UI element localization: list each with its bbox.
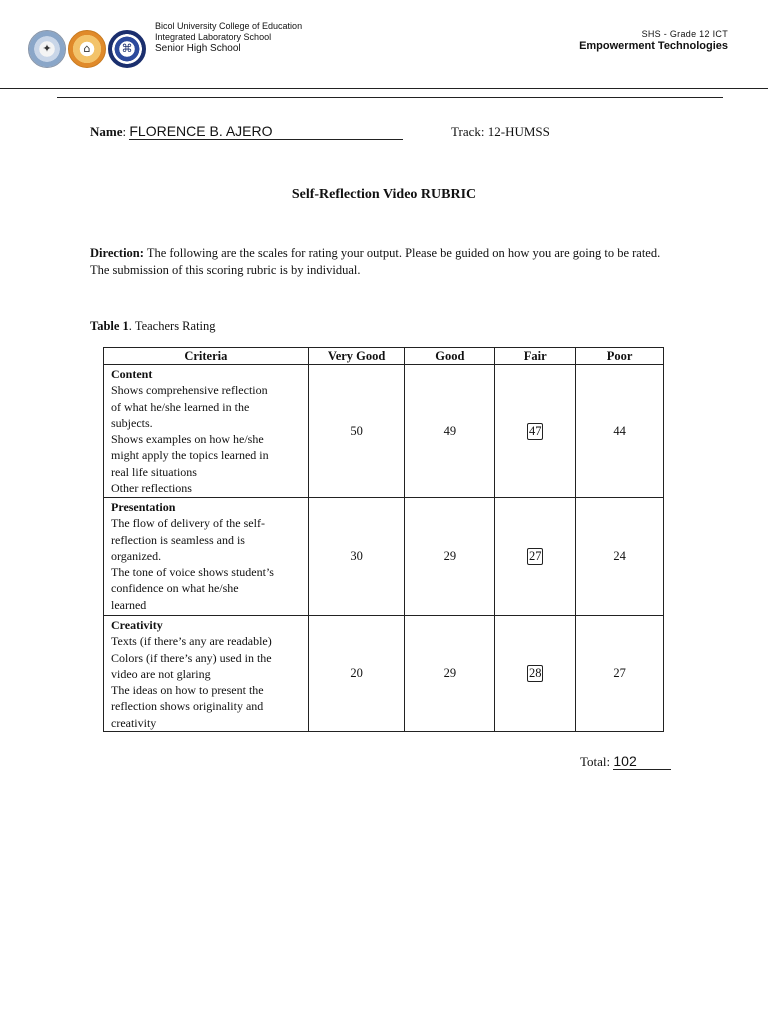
direction-label: Direction: bbox=[90, 246, 144, 260]
total-label: Total: bbox=[580, 754, 611, 769]
track-field: 12-HUMSS bbox=[487, 124, 550, 139]
header-very-good: Very Good bbox=[308, 348, 405, 365]
school-logo-icon: ⌘ bbox=[108, 30, 146, 68]
table-row bbox=[104, 498, 664, 616]
table-caption-text: . Teachers Rating bbox=[128, 319, 216, 333]
grade-label: SHS - Grade 12 ICT bbox=[641, 29, 728, 39]
direction-text: The following are the scales for rating your output. Please be guided on how you are going to be rated. The submission of this scoring rubric is by individual. bbox=[90, 246, 661, 277]
score-poor: 44 bbox=[576, 365, 664, 498]
score-good: 49 bbox=[405, 365, 495, 498]
score-very-good: 50 bbox=[308, 365, 405, 498]
criteria-line: subjects. bbox=[111, 415, 153, 430]
subject-label: Empowerment Technologies bbox=[579, 40, 728, 52]
score-good: 29 bbox=[405, 498, 495, 616]
score-good: 29 bbox=[405, 616, 495, 732]
criteria-line: The flow of delivery of the self- bbox=[111, 516, 265, 531]
school-line-3: Senior High School bbox=[155, 43, 241, 54]
logo-group bbox=[28, 30, 148, 74]
score-poor: 27 bbox=[576, 616, 664, 732]
criteria-line: might apply the topics learned in bbox=[111, 448, 269, 463]
criteria-line: Colors (if there’s any) used in the bbox=[111, 650, 272, 665]
score-fair-selected: 27 bbox=[528, 549, 542, 563]
college-logo-icon: ⌂ bbox=[68, 30, 106, 68]
score-poor: 24 bbox=[576, 498, 664, 616]
header-divider bbox=[0, 88, 768, 89]
criteria-cell bbox=[104, 616, 309, 732]
course-block bbox=[579, 29, 728, 53]
header-criteria: Criteria bbox=[104, 348, 309, 365]
header-good: Good bbox=[405, 348, 495, 365]
criteria-line: The ideas on how to present the bbox=[111, 683, 264, 698]
seal-logo-icon: ✦ bbox=[28, 30, 66, 68]
score-fair-selected: 47 bbox=[528, 423, 542, 438]
criteria-line: Texts (if there’s any are readable) bbox=[111, 634, 272, 649]
score-fair-cell bbox=[495, 616, 576, 732]
criteria-title: Presentation bbox=[111, 500, 176, 514]
criteria-line: Shows comprehensive reflection bbox=[111, 383, 268, 398]
track-label: Track bbox=[451, 124, 481, 139]
criteria-title: Content bbox=[111, 367, 153, 381]
school-line-1: Bicol University College of Education bbox=[155, 21, 303, 31]
criteria-line: creativity bbox=[111, 715, 157, 730]
criteria-line: learned bbox=[111, 597, 147, 612]
criteria-line: video are not glaring bbox=[111, 666, 211, 681]
criteria-line: real life situations bbox=[111, 464, 197, 479]
name-label: Name bbox=[90, 124, 123, 139]
criteria-line: of what he/she learned in the bbox=[111, 399, 250, 414]
criteria-line: Shows examples on how he/she bbox=[111, 432, 264, 447]
criteria-line: organized. bbox=[111, 548, 162, 563]
criteria-line: confidence on what he/she bbox=[111, 581, 239, 596]
header-fair: Fair bbox=[495, 348, 576, 365]
table-row bbox=[104, 365, 664, 498]
table-caption-label: Table 1 bbox=[90, 319, 129, 333]
section-divider bbox=[57, 97, 723, 98]
criteria-title: Creativity bbox=[111, 618, 163, 632]
total-row bbox=[580, 754, 671, 770]
track-row: Track: 12-HUMSS bbox=[451, 124, 550, 139]
score-very-good: 30 bbox=[308, 498, 405, 616]
page-header bbox=[0, 0, 768, 90]
school-name-block bbox=[155, 21, 302, 54]
criteria-line: reflection is seamless and is bbox=[111, 532, 245, 547]
criteria-cell bbox=[104, 498, 309, 616]
table-row bbox=[104, 616, 664, 732]
criteria-line: The tone of voice shows student’s bbox=[111, 565, 274, 580]
school-line-2: Integrated Laboratory School bbox=[155, 32, 272, 42]
score-fair-cell bbox=[495, 365, 576, 498]
rubric-table bbox=[103, 347, 664, 732]
score-fair-selected: 28 bbox=[528, 666, 542, 681]
table-header-row bbox=[104, 348, 664, 365]
name-field: FLORENCE B. AJERO bbox=[129, 124, 403, 140]
score-fair-cell bbox=[495, 498, 576, 616]
score-very-good: 20 bbox=[308, 616, 405, 732]
total-field: 102 bbox=[613, 754, 671, 770]
direction-paragraph bbox=[90, 245, 680, 279]
name-row: Name: FLORENCE B. AJERO bbox=[90, 124, 403, 140]
page-title: Self-Reflection Video RUBRIC bbox=[291, 187, 477, 202]
criteria-line: Other reflections bbox=[111, 481, 192, 496]
criteria-cell bbox=[104, 365, 309, 498]
header-poor: Poor bbox=[576, 348, 664, 365]
criteria-line: reflection shows originality and bbox=[111, 699, 264, 714]
table-caption bbox=[90, 319, 216, 334]
